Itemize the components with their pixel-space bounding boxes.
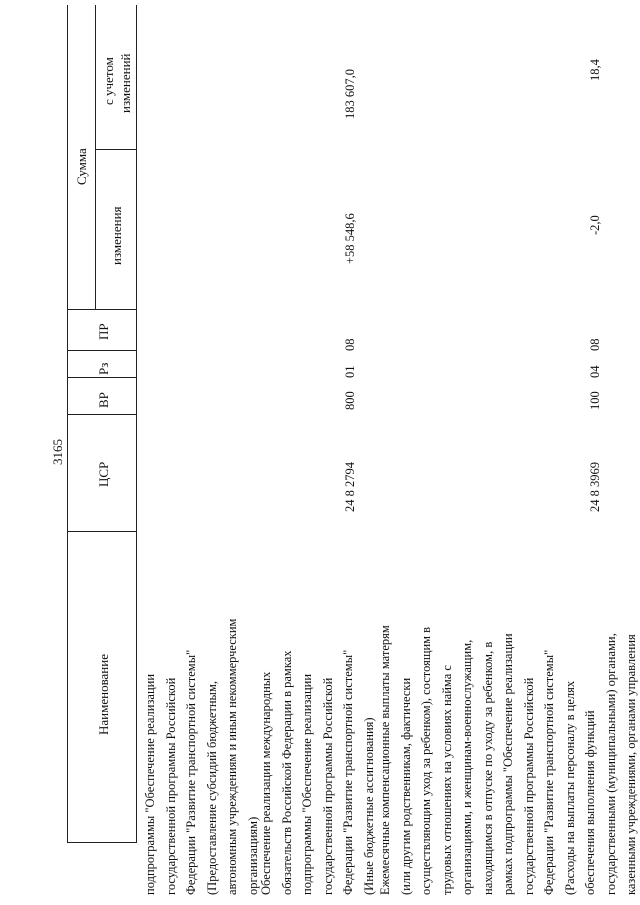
row-3-total: 18,4 [588,59,602,81]
row-1-line: Федерации "Развитие транспортной системы" [184,649,198,895]
row-3-pr: 08 [588,338,602,351]
col-border-rz [67,350,136,351]
row-3-line: (Расходы на выплаты персоналу в целях [562,680,577,895]
row-1-line: государственной программы Российской [163,677,178,895]
row-2-line: государственной программы Российской [320,677,335,895]
header-rz: Рз [96,362,111,375]
header-with-change-1: с учетом [101,57,116,105]
row-3-line: обеспечения выполнения функций [583,710,597,895]
row-2-line: Обеспечение реализации международных [259,671,273,895]
col-border-vr [67,377,136,378]
row-3-vr: 100 [588,391,602,410]
col-border-pr [67,309,136,310]
row-3-name [375,540,640,895]
row-1-pr: 08 [343,338,357,351]
row-2-name [256,540,379,895]
header-sum: Сумма [74,148,89,185]
row-1-line: подпрограммы "Обеспечение реализации [143,673,157,895]
row-1-line: автономным учреждениям и иным некоммерческим [225,618,239,895]
row-3-change: -2,0 [588,215,602,235]
row-2-line: подпрограммы "Обеспечение реализации [300,673,314,895]
row-3-line: казенными учреждениями, органами управления [624,634,638,895]
row-1-name [140,540,263,895]
row-3-rz: 04 [588,365,602,378]
col-border-name [67,531,136,532]
row-1-vr: 800 [343,391,357,410]
row-1-line: организациям) [245,816,260,895]
row-3-line: трудовых отношениях на условиях найма с [439,665,454,895]
row-2-line: (Иные бюджетные ассигнования) [361,717,376,895]
row-3-csr: 24 8 3969 [588,462,602,512]
row-1-csr: 24 8 2794 [343,462,357,512]
row-3-line: рамках подпрограммы "Обеспечение реализации [501,633,515,895]
row-1-total: 183 607,0 [343,69,357,119]
header-pr: ПР [96,323,111,340]
row-2-line: обязательств Российской Федерации в рамках [279,650,294,895]
row-3-line: государственной программы Российской [521,677,536,895]
row-1-rz: 01 [343,365,357,378]
row-3-line: государственными (муниципальными) органами, [603,633,618,895]
row-3-line: (или другим родственникам, фактически [398,677,413,895]
header-divider [136,5,137,843]
sum-header-divider [95,5,96,310]
col-border-left [67,842,136,843]
header-name: Наименование [96,654,111,735]
row-3-line: Ежемесячные компенсационные выплаты матерям [378,625,392,895]
col-border-csr [67,414,136,415]
header-change: изменения [109,206,124,265]
col-border-change [95,149,136,150]
row-3-line: Федерации "Развитие транспортной системы" [542,649,556,895]
header-vr: ВР [96,392,111,408]
header-csr: ЦСР [96,461,111,487]
row-1-line: (Предоставление субсидий бюджетным, [204,681,219,895]
row-1-change: +58 548,6 [343,213,357,264]
row-3-line: организациями, и женщинам-военнослужащим, [460,639,474,895]
header-with-change-2: изменений [118,53,133,113]
table-top-border [67,5,68,843]
row-3-line: находящимся в отпуске по уходу за ребенком, в [480,641,495,895]
page-number: 3165 [50,439,65,465]
row-3-line: осуществляющим уход за ребенком), состоящим в [419,626,433,895]
row-2-line: Федерации "Развитие транспортной системы" [341,649,355,895]
